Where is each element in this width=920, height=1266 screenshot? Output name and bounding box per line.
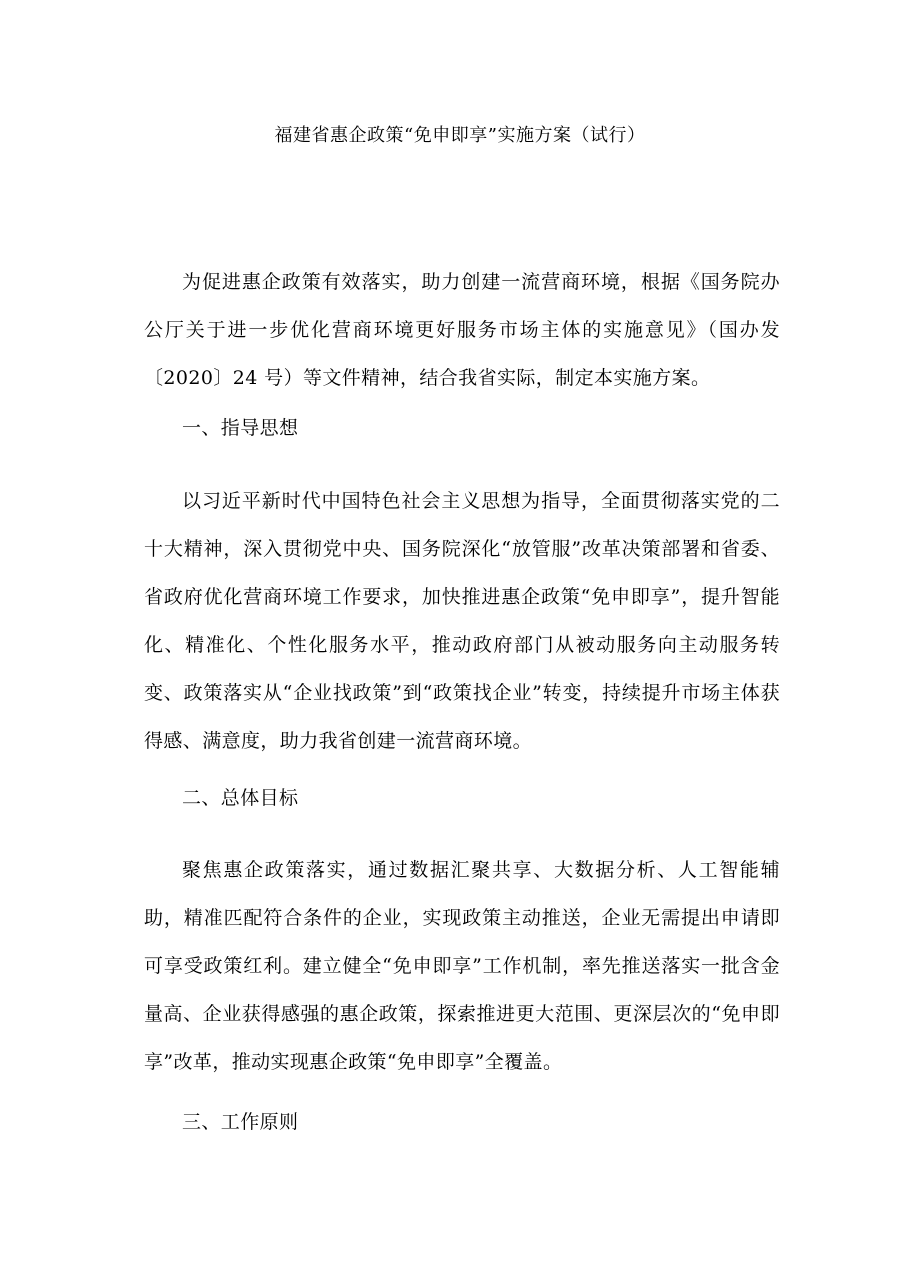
section-heading-guiding-ideology: 一、指导思想 [182,417,299,439]
section-heading-work-principles: 三、工作原则 [182,1111,299,1133]
section-heading-overall-goal: 二、总体目标 [182,787,299,809]
section-body-overall-goal: 聚焦惠企政策落实，通过数据汇聚共享、大数据分析、人工智能辅助，精准匹配符合条件的企业，实现政策主动推送，企业无需提出申请即可享受政策红利。建立健全“免申即享”工作机制，率先推送落实一批含金量高、企业获得感强的惠企政策，探索推进更大范围、更深层次的“免申即享”改革，推动实现惠企政策“免申即享”全覆盖。 [144,859,780,1073]
section-body-guiding-ideology: 以习近平新时代中国特色社会主义思想为指导，全面贯彻落实党的二十大精神，深入贯彻党中央、国务院深化“放管服”改革决策部署和省委、省政府优化营商环境工作要求，加快推进惠企政策“免申即享”，提升智能化、精准化、个性化服务水平，推动政府部门从被动服务向主动服务转变、政策落实从“企业找政策”到“政策找企业”转变，持续提升市场主体获得感、满意度，助力我省创建一流营商环境。 [144,490,780,752]
document-title: 福建省惠企政策“免申即享”实施方案（试行） [274,125,646,146]
intro-paragraph: 为促进惠企政策有效落实，助力创建一流营商环境，根据《国务院办公厅关于进一步优化营商环境更好服务市场主体的实施意见》（国办发〔2020〕24 号）等文件精神，结合我省实际，制定本实施方案。 [144,271,780,389]
